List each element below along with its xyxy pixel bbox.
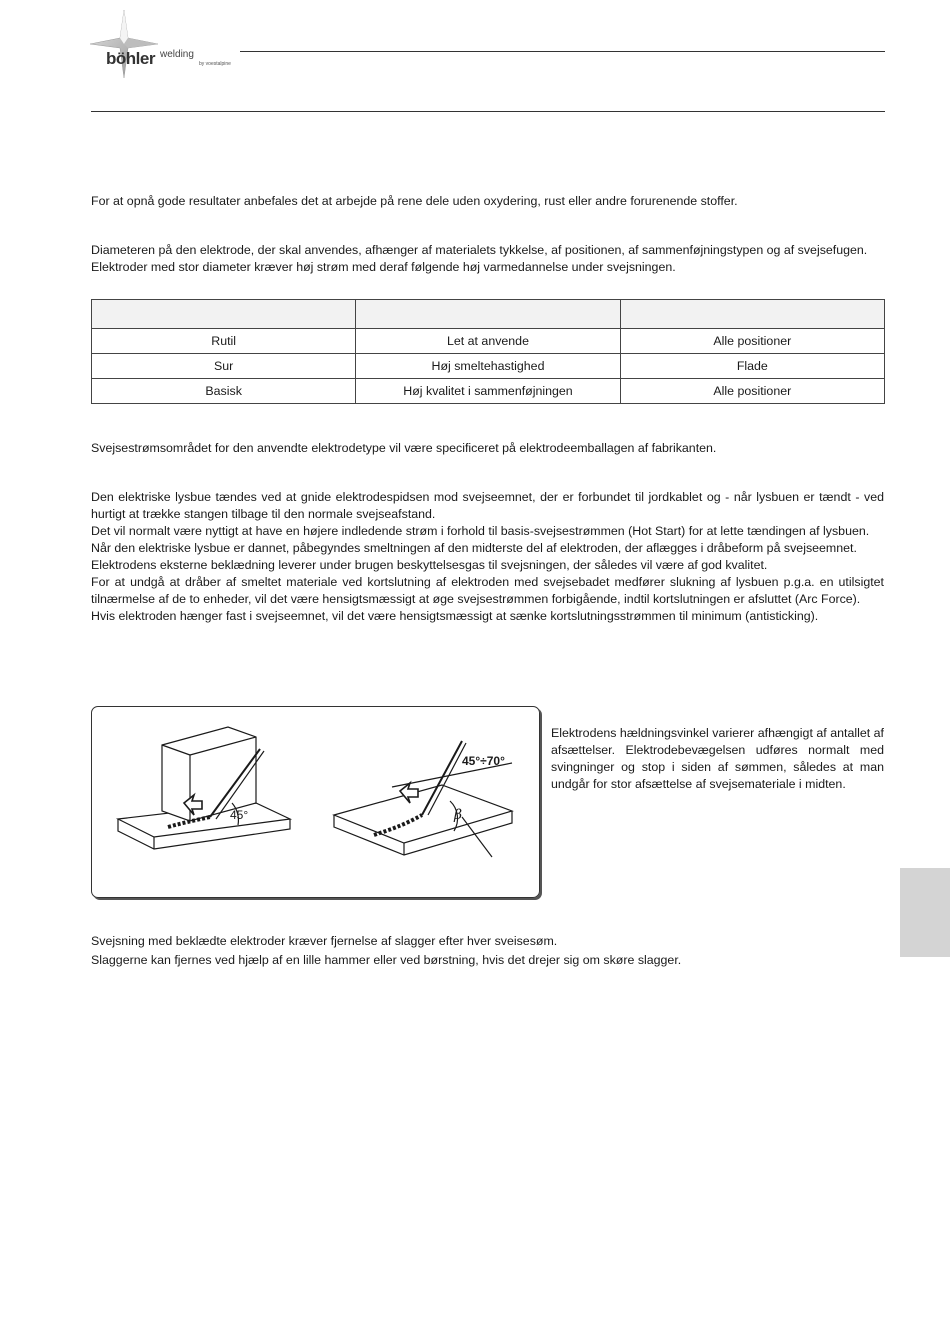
diameter-paragraph (91, 242, 884, 276)
star-logo-icon (88, 8, 248, 80)
brand-name: böhler (106, 49, 155, 68)
arc-text-6: Hvis elektroden hænger fast i svejseemnet, vil det være hensigtsmæssigt at sænke kortslutningsstrømmen til minimum (antisticking). (91, 609, 819, 623)
table-cell: Høj kvalitet i sammenføjningen (356, 379, 620, 404)
arc-text-5: For at undgå at dråber af smeltet materiale ved kortslutning af elektroden med svejsebadet medfører slukning af lysbuen p.g.a. en utilsigtet tilnærmelse af de to enheder, vil det være hensigtsmæssigt at øge svejsestrømmen forbigående, indtil kortslutningen er afsluttet (Arc Force). (91, 575, 884, 606)
brand-tagline: by voestalpine (199, 61, 231, 67)
angle-left-label: 45° (230, 808, 249, 822)
table-row (92, 379, 885, 404)
slag-paragraph (91, 933, 884, 969)
arc-text-1: Den elektriske lysbue tændes ved at gnide elektrodespidsen mod svejseemnet, der er forbundet til jordkablet og - når lysbuen er tændt - ved hurtigt at trække stangen tilbage til den normale svejseafstand. (91, 490, 884, 521)
table-header-cell (92, 300, 356, 329)
table-cell: Rutil (92, 329, 356, 354)
electrode-table (91, 299, 885, 404)
table-cell: Alle positioner (620, 379, 884, 404)
table-header-cell (356, 300, 620, 329)
table-row (92, 329, 885, 354)
table-row (92, 354, 885, 379)
brand-suffix: welding (160, 49, 194, 60)
table-cell: Alle positioner (620, 329, 884, 354)
table-header-cell (620, 300, 884, 329)
welding-illustration (92, 707, 539, 897)
current-range-paragraph (91, 440, 884, 457)
arc-text-2: Det vil normalt være nyttigt at have en højere indledende strøm i forhold til basis-svejsestrømmen (Hot Start) for at lette tændingen af lysbuen. (91, 524, 870, 538)
table-cell: Flade (620, 354, 884, 379)
header-rule-bottom (91, 111, 885, 112)
slag-text-1: Svejsning med beklædte elektroder kræver fjernelse af slagger efter hver sveisesøm. (91, 934, 558, 948)
angle-range-label: 45°÷70° (462, 754, 505, 768)
electrode-angle-figure (91, 706, 540, 898)
arc-text-4: Elektrodens eksterne beklædning leverer under brugen beskyttelsesgas til svejsningen, der således vil være af god kvalitet. (91, 558, 768, 572)
clean-paragraph (91, 193, 884, 210)
table-cell: Let at anvende (356, 329, 620, 354)
header-rule-top (240, 51, 885, 52)
table-cell: Basisk (92, 379, 356, 404)
angle-beta-label: β (454, 807, 463, 823)
table-cell: Sur (92, 354, 356, 379)
slag-text-2: Slaggerne kan fjernes ved hjælp af en lille hammer eller ved børstning, hvis det drejer sig om skøre slagger. (91, 953, 682, 967)
page-side-tab (900, 868, 950, 957)
table-cell: Høj smeltehastighed (356, 354, 620, 379)
arc-text-3: Når den elektriske lysbue er dannet, påbegyndes smeltningen af den midterste del af elektroden, der aflægges i dråbeform på svejseemnet. (91, 541, 857, 555)
diameter-text-1: Diameteren på den elektrode, der skal anvendes, afhænger af materialets tykkelse, af positionen, af sammenføjningstypen og af svejsefugen. (91, 243, 868, 257)
clean-text: For at opnå gode resultater anbefales det at arbejde på rene dele uden oxydering, rust eller andre forurenende stoffer. (91, 194, 738, 208)
table-header-row (92, 300, 885, 329)
current-range-text: Svejsestrømsområdet for den anvendte elektrodetype vil være specificeret på elektrodeemballagen af fabrikanten. (91, 441, 717, 455)
diameter-text-2: Elektroder med stor diameter kræver høj strøm med deraf følgende høj varmedannelse under svejsningen. (91, 260, 676, 274)
arc-paragraph (91, 489, 884, 625)
angle-text: Elektrodens hældningsvinkel varierer afhængigt af antallet af afsættelser. Elektrodebevægelsen udføres normalt med svingninger og stop i siden af sømmen, således at man undgår for stor afsættelse af svejsemateriale i midten. (551, 726, 884, 791)
